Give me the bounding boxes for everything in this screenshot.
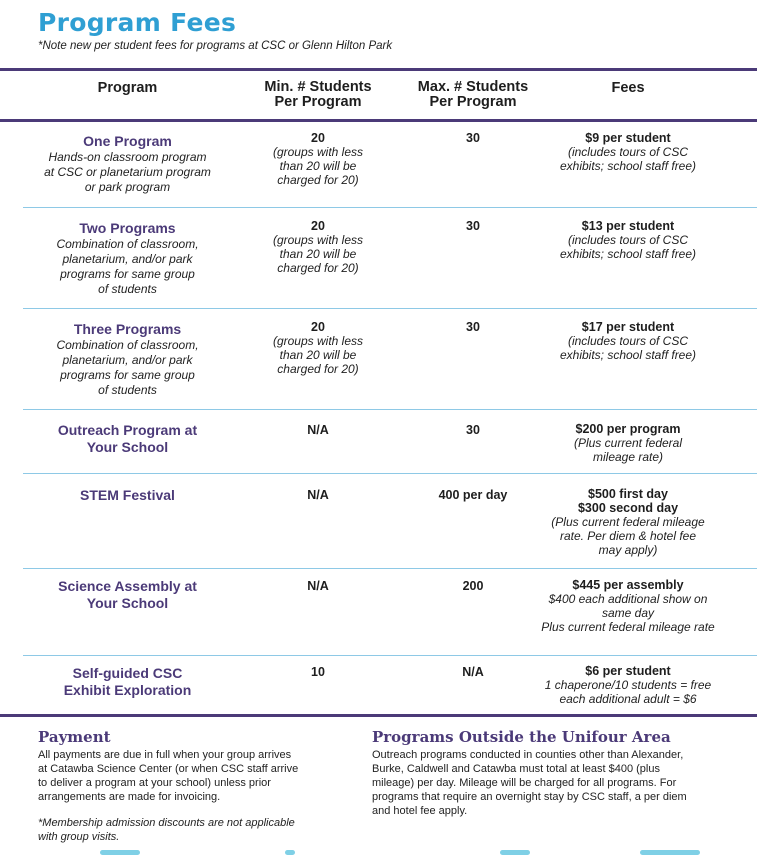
table-row-outreach-fees: $200 per program (Plus current federal mileage rate) [573, 422, 683, 464]
table-row-three-programs-max: 30 [466, 320, 480, 334]
table-row-stem-name: STEM Festival [80, 487, 175, 503]
header-max-line1: Max. # Students [417, 79, 529, 95]
table-row-three-programs-name: Three Programs Combination of classroom, planetarium, and/or park programs for same group of students [56, 321, 199, 397]
table-bottom-rule [0, 714, 757, 717]
table-row-outreach-max: 30 [466, 423, 480, 437]
header-fees: Fees [611, 80, 645, 96]
table-row-two-programs-max: 30 [466, 219, 480, 233]
decorative-dot [500, 850, 530, 855]
table-row-assembly-min: N/A [307, 579, 329, 593]
table-row-one-program-name: One Program Hands-on classroom program at CSC or planetarium program or park program [44, 133, 211, 194]
table-row-outreach-name: Outreach Program at Your School [57, 422, 198, 455]
outside-area-heading: Programs Outside the Unifour Area [372, 728, 671, 746]
row-divider [23, 655, 757, 656]
table-row-two-programs-name: Two Programs Combination of classroom, planetarium, and/or park programs for same group of students [56, 220, 199, 296]
table-row-one-program-max: 30 [466, 131, 480, 145]
table-row-stem-max: 400 per day [438, 488, 508, 502]
page-title: Program Fees [38, 8, 237, 37]
header-max-line2: Per Program [429, 94, 517, 110]
row-divider [23, 568, 757, 569]
header-bottom-rule [0, 119, 757, 122]
header-program: Program [97, 80, 158, 96]
header-min [248, 80, 388, 110]
table-row-stem-fees: $500 first day $300 second day (Plus current federal mileage rate. Per diem & hotel fee may apply) [551, 487, 705, 557]
table-row-self-guided-name: Self-guided CSC Exhibit Exploration [63, 665, 192, 698]
fee-note: *Note new per student fees for programs at CSC or Glenn Hilton Park [38, 40, 393, 52]
table-row-self-guided-min: 10 [311, 665, 325, 679]
table-row-self-guided-fees: $6 per student 1 chaperone/10 students = free each additional adult = $6 [544, 664, 712, 706]
row-divider [23, 308, 757, 309]
table-row-one-program-fees: $9 per student (includes tours of CSC exhibits; school staff free) [559, 131, 697, 173]
table-row-assembly-max: 200 [462, 579, 484, 593]
table-row-three-programs-min: 20 (groups with less than 20 will be charged for 20) [272, 320, 364, 376]
table-row-two-programs-min: 20 (groups with less than 20 will be charged for 20) [272, 219, 364, 275]
header-min-line2: Per Program [274, 94, 362, 110]
table-row-two-programs-fees: $13 per student (includes tours of CSC exhibits; school staff free) [559, 219, 697, 261]
decorative-dot [100, 850, 140, 855]
table-row-outreach-min: N/A [307, 423, 329, 437]
table-row-three-programs-fees: $17 per student (includes tours of CSC exhibits; school staff free) [559, 320, 697, 362]
header-max [408, 80, 538, 110]
payment-heading: Payment [38, 728, 111, 746]
table-row-self-guided-max: N/A [462, 665, 484, 679]
decorative-dot [640, 850, 700, 855]
membership-note: *Membership admission discounts are not applicable with group visits. [38, 817, 295, 843]
payment-text: All payments are due in full when your group arrives at Catawba Science Center (or when CSC staff arrive to deliver a program at your school) unless prior arrangements are made for invoicing. [38, 749, 299, 803]
row-divider [23, 409, 757, 410]
table-row-stem-min: N/A [307, 488, 329, 502]
table-row-assembly-name: Science Assembly at Your School [58, 578, 197, 611]
row-divider [23, 207, 757, 208]
header-min-line1: Min. # Students [264, 79, 372, 95]
table-top-rule [0, 68, 757, 71]
row-divider [23, 473, 757, 474]
table-row-assembly-fees: $445 per assembly $400 each additional show on same day Plus current federal mileage rate [541, 578, 715, 634]
table-row-one-program-min: 20 (groups with less than 20 will be charged for 20) [272, 131, 364, 187]
decorative-dot [285, 850, 295, 855]
outside-area-text: Outreach programs conducted in counties other than Alexander, Burke, Caldwell and Catawba must total at least $400 (plus mileage) per day. Mileage will be charged for all programs. For programs that require an overnight stay by CSC staff, a per diem and hotel fee apply. [372, 749, 687, 817]
